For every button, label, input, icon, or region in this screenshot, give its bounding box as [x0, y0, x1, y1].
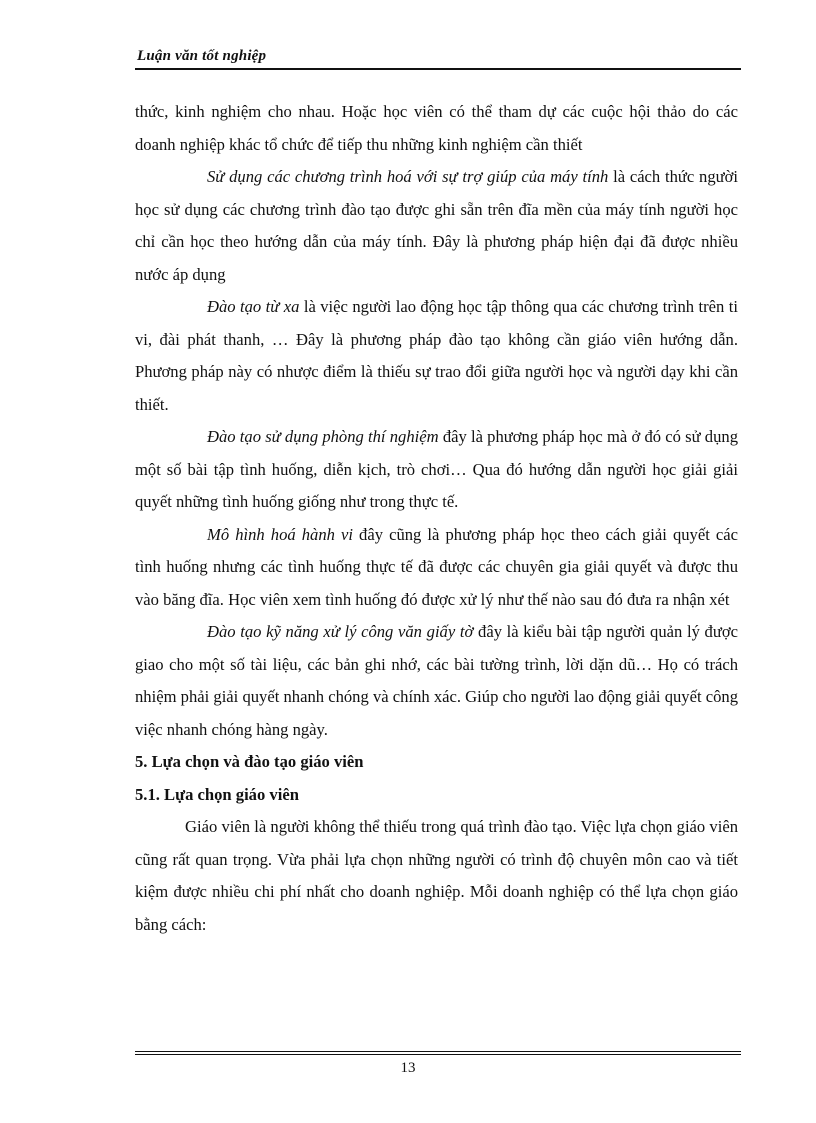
method-description: đây là phương pháp học mà ở đó có sử dụng một số bài tập tình huống, diễn kịch, trò chơi… Qua đó hướng dẫn người học giải giải quyết những tình huống giống như trong thực tế.	[135, 427, 738, 511]
method-term: Mô hình hoá hành vi	[207, 524, 353, 544]
subsection-heading: 5.1. Lựa chọn giáo viên	[135, 784, 299, 804]
paragraph	[135, 161, 738, 291]
paragraph	[135, 291, 738, 421]
footer-rule	[135, 1051, 741, 1055]
method-term: Đào tạo sử dụng phòng thí nghiệm	[207, 427, 439, 446]
method-term: Đào tạo từ xa	[207, 297, 300, 316]
running-header-title: Luận văn tốt nghiệp	[137, 48, 267, 64]
method-term: Đào tạo kỹ năng xử lý công văn giấy tờ	[207, 622, 474, 641]
method-description: là cách thức người học sử dụng các chương trình đào tạo được ghi sẵn trên đĩa mền của máy tính người học chỉ cần học theo hướng dẫn của máy tính. Đây là phương pháp hiện đại đã được nhiều nước áp dụng	[135, 167, 738, 284]
paragraph	[135, 616, 738, 746]
body-text	[135, 96, 738, 941]
section-heading: 5. Lựa chọn và đào tạo giáo viên	[135, 752, 364, 771]
paragraph	[135, 421, 738, 519]
method-description: là việc người lao động học tập thông qua các chương trình trên ti vi, đài phát thanh, … Đây là phương pháp đào tạo không cần giáo viên hướng dẫn. Phương pháp này có nhược điểm là thiếu sự trao đổi giữa người học và người dạy khi cần thiết.	[135, 297, 738, 414]
method-description: đây là kiểu bài tập người quản lý được giao cho một số tài liệu, các bản ghi nhớ, các bài tường trình, lời dặn dũ… Họ có trách nhiệm phải giải quyết nhanh chóng và chính xác. Giúp cho người lao động giải quyết công việc nhanh chóng hàng ngày.	[135, 622, 738, 739]
paragraph	[135, 519, 738, 617]
method-term: Sử dụng các chương trình hoá với sự trợ giúp của máy tính	[207, 167, 609, 186]
method-description: đây cũng là phương pháp học theo cách giải quyết các tình huống nhưng các tình huống thực tế đã được các chuyên gia giải quyết và được thu vào băng đĩa. Học viên xem tình huống đó được xử lý như thế nào sau đó đưa ra nhận xét	[135, 524, 738, 609]
paragraph: thức, kinh nghiệm cho nhau. Hoặc học viên có thể tham dự các cuộc hội thảo do các doanh nghiệp khác tổ chức để tiếp thu những kinh nghiệm cần thiết	[135, 102, 738, 154]
page-number: 13	[400, 1060, 416, 1076]
header-rule	[135, 68, 741, 70]
paragraph: Giáo viên là người không thể thiếu trong quá trình đào tạo. Việc lựa chọn giáo viên cũng rất quan trọng. Vừa phải lựa chọn những người có trình độ chuyên môn cao và tiết kiệm được nhiều chi phí nhất cho doanh nghiệp. Mỗi doanh nghiệp có thể lựa chọn giáo bằng cách:	[135, 817, 738, 934]
